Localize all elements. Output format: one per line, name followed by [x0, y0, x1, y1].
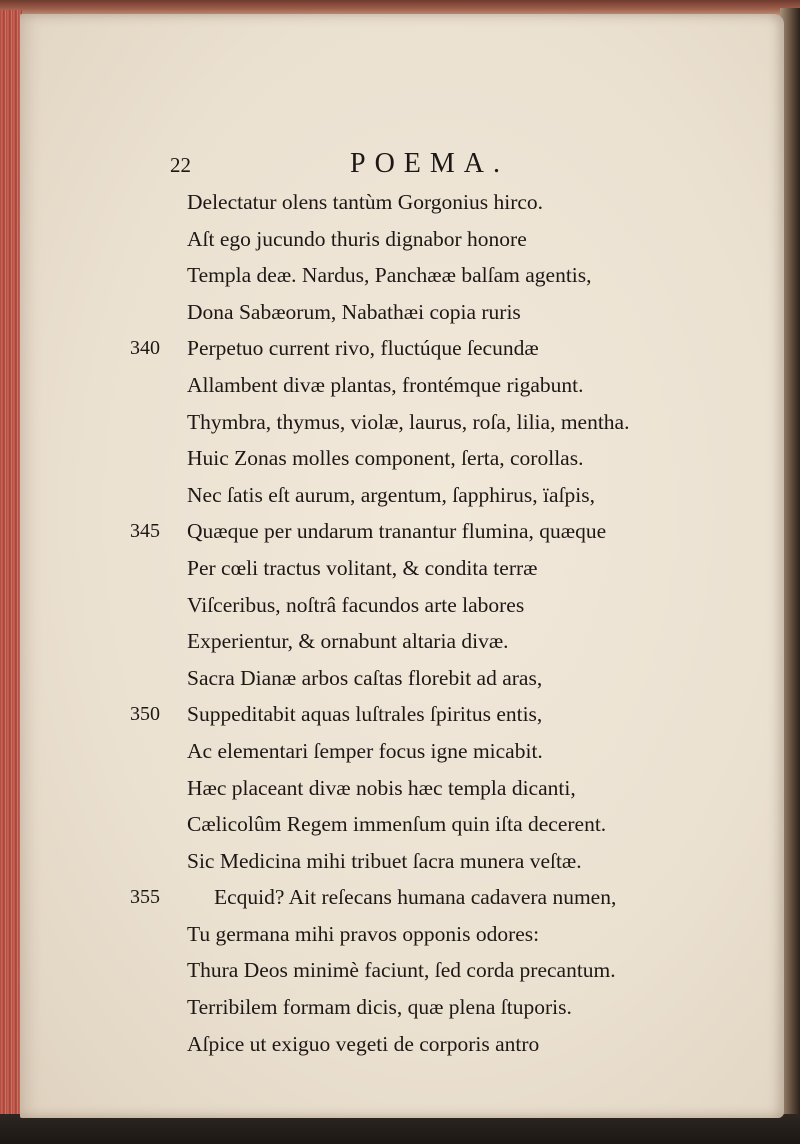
- verse-text: Cælicolûm Regem immenſum quin iſta decerent.: [187, 812, 607, 837]
- verse-line: [130, 221, 710, 258]
- verse-line: [130, 1026, 710, 1063]
- verse-line: [130, 916, 710, 953]
- verse-line: [130, 733, 710, 770]
- verse-line: [130, 330, 710, 367]
- verse-text: Sic Medicina mihi tribuet ſacra munera veſtæ.: [187, 848, 582, 873]
- verse-line: [130, 440, 710, 477]
- bottom-binding: [0, 1114, 800, 1144]
- verse-text: Experientur, & ornabunt altaria divæ.: [187, 629, 509, 654]
- verse-text: Thura Deos minimè faciunt, ſed corda precantum.: [187, 958, 616, 983]
- page-number: 22: [170, 153, 191, 177]
- verse-text: Terribilem formam dicis, quæ plena ſtuporis.: [187, 995, 572, 1020]
- line-number: 350: [130, 703, 160, 726]
- verse-text: Tu germana mihi pravos opponis odores:: [187, 921, 540, 946]
- verse-text: Dona Sabæorum, Nabathæi copia ruris: [187, 299, 521, 324]
- verse-line: [130, 806, 710, 843]
- verse-line: [130, 952, 710, 989]
- verse-line: [130, 879, 710, 916]
- verse-text: Templa deæ. Nardus, Panchææ balſam agentis,: [187, 263, 592, 288]
- verse-text: Sacra Dianæ arbos caſtas florebit ad aras,: [187, 665, 543, 690]
- verse-text: Nec ſatis eſt aurum, argentum, ſapphirus, ïaſpis,: [187, 482, 596, 507]
- verse-text: Thymbra, thymus, violæ, laurus, roſa, lilia, mentha.: [187, 409, 630, 434]
- line-number: 345: [130, 520, 160, 543]
- verse-text: Per cœli tractus volitant, & condita terræ: [187, 555, 538, 580]
- verse-line: [130, 587, 710, 624]
- verse-text: Suppeditabit aquas luſtrales ſpiritus entis,: [187, 702, 543, 727]
- verse-line: [130, 770, 710, 807]
- verse-text: Viſceribus, noſtrâ facundos arte labores: [187, 592, 525, 617]
- line-number: 355: [130, 886, 160, 909]
- verse-line: [130, 660, 710, 697]
- page-header: [170, 148, 650, 184]
- verse-text: Ecquid? Ait reſecans humana cadavera numen,: [214, 885, 617, 910]
- verse-line: [130, 696, 710, 733]
- line-number: 340: [130, 337, 160, 360]
- verse-line: [130, 404, 710, 441]
- verse-line: [130, 477, 710, 514]
- verse-text: Delectatur olens tantùm Gorgonius hirco.: [187, 190, 544, 214]
- verse-text: Aſt ego jucundo thuris dignabor honore: [187, 226, 527, 251]
- verse-text: Quæque per undarum tranantur flumina, quæque: [187, 519, 607, 544]
- verse-line: [130, 843, 710, 880]
- verse-text: Ac elementari ſemper focus igne micabit.: [187, 738, 543, 763]
- verse-line: [130, 989, 710, 1026]
- verse-line: [130, 623, 710, 660]
- verse-line: [130, 550, 710, 587]
- verse-text: Aſpice ut exiguo vegeti de corporis antro: [187, 1031, 540, 1056]
- verse-block: [130, 184, 710, 1062]
- verse-text: Perpetuo current rivo, fluctúque ſecundæ: [187, 336, 539, 361]
- running-head: POEMA.: [350, 148, 510, 179]
- verse-text: Hæc placeant divæ nobis hæc templa dicanti,: [187, 775, 576, 800]
- verse-line: [130, 513, 710, 550]
- verse-line: [130, 294, 710, 331]
- left-page-edges: [0, 10, 22, 1120]
- verse-text: Huic Zonas molles component, ſerta, corollas.: [187, 446, 584, 471]
- verse-line: [130, 184, 710, 221]
- verse-text: Allambent divæ plantas, frontémque rigabunt.: [187, 372, 584, 397]
- verse-line: [130, 367, 710, 404]
- verse-line: [130, 257, 710, 294]
